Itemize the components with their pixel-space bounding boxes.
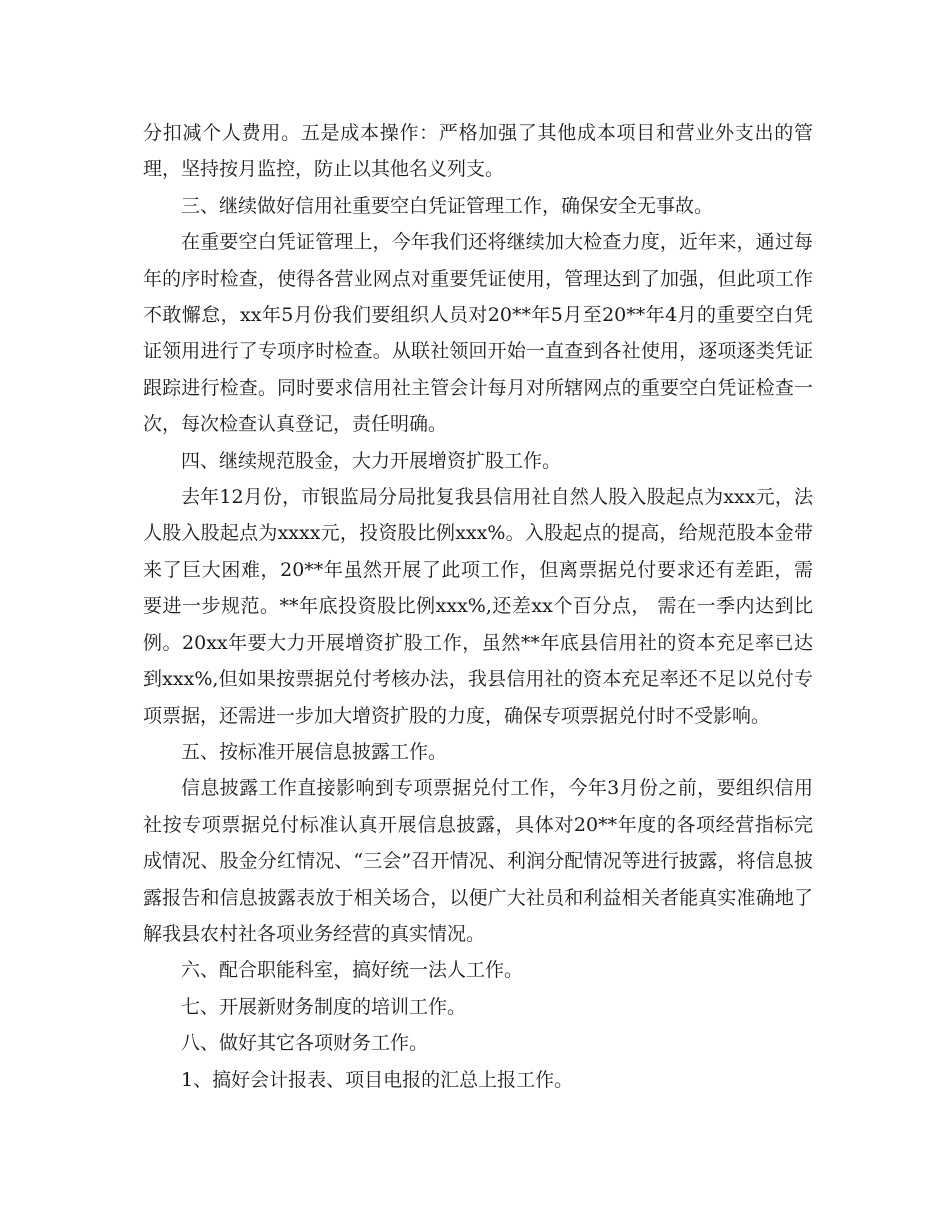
- paragraph-3: 在重要空白凭证管理上，今年我们还将继续加大检查力度，近年来，通过每年的序时检查，使得各营业网点对重要凭证使用，管理达到了加强，但此项工作不敢懈怠，xx年5月份我们要组织人员对20**年5月至20**年4月的重要空白凭证领用进行了专项序时检查。从联社领回开始一直查到各社使用，逐项逐类凭证跟踪进行检查。同时要求信用社主管会计每月对所辖网点的重要空白凭证检查一次，每次检查认真登记，责任明确。: [143, 231, 813, 436]
- section-heading-4: 四、继续规范股金，大力开展增资扩股工作。: [181, 449, 562, 472]
- list-item-1: 1、搞好会计报表、项目电报的汇总上报工作。: [181, 1068, 574, 1091]
- section-heading-5: 五、按标准开展信息披露工作。: [181, 740, 448, 763]
- paragraph-5: 去年12月份，市银监局分局批复我县信用社自然人股入股起点为xxx元，法人股入股起点为xxxx元，投资股比例xxx%。入股起点的提高，给规范股本金带来了巨大困难，20**年虽然开展了此项工作，但离票据兑付要求还有差距，需要进一步规范。**年底投资股比例xxx%,还差xx个百分点， 需在一季内达到比例。20xx年要大力开展增资扩股工作，虽然**年底县信用社的资本充足率已达到xxx%,但如果按票据兑付考核办法，我县信用社的资本充足率还不足以兑付专项票据，还需进一步加大增资扩股的力度，确保专项票据兑付时不受影响。: [143, 486, 813, 727]
- paragraph-1: 分扣减个人费用。五是成本操作：严格加强了其他成本项目和营业外支出的管理，坚持按月监控，防止以其他名义列支。: [143, 122, 813, 181]
- section-heading-3: 三、继续做好信用社重要空白凭证管理工作，确保安全无事故。: [181, 194, 714, 217]
- paragraph-7: 信息披露工作直接影响到专项票据兑付工作，今年3月份之前，要组织信用社按专项票据兑付标准认真开展信息披露，具体对20**年度的各项经营指标完成情况、股金分红情况、“三会”召开情况、利润分配情况等进行披露，将信息披露报告和信息披露表放于相关场合，以便广大社员和利益相关者能真实准确地了解我县农村社各项业务经营的真实情况。: [143, 777, 813, 945]
- section-heading-8: 八、做好其它各项财务工作。: [181, 1032, 429, 1055]
- section-heading-6: 六、配合职能科室，搞好统一法人工作。: [181, 959, 524, 982]
- section-heading-7: 七、开展新财务制度的培训工作。: [181, 995, 467, 1018]
- document-body: [143, 115, 813, 1098]
